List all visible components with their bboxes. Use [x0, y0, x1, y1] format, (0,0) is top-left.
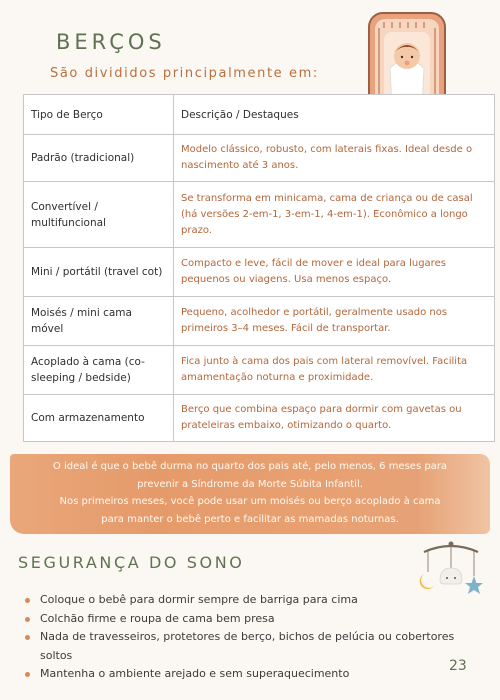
crib-type-cell: Padrão (tradicional)	[24, 135, 174, 182]
banner-line: Nos primeiros meses, você pode usar um moisés ou berço acoplado à cama	[59, 496, 441, 507]
bullet-icon	[25, 635, 30, 640]
list-item-text: Colchão firme e roupa de cama bem presa	[40, 611, 275, 625]
bullet-icon	[25, 672, 30, 677]
column-header-description: Descrição / Destaques	[174, 95, 495, 135]
list-item-text: Nada de travesseiros, protetores de berço, bichos de pelúcia ou cobertores soltos	[40, 630, 455, 662]
list-item	[20, 591, 460, 610]
page-number: 23	[449, 658, 467, 674]
crib-type-cell: Mini / portátil (travel cot)	[24, 248, 174, 297]
crib-type-cell: Com armazenamento	[24, 395, 174, 442]
banner-line: para manter o bebê perto e facilitar as mamadas noturnas.	[101, 513, 399, 525]
crib-description-cell: Fica junto à cama dos pais com lateral removível. Facilita amamentação noturna e proximidade.	[174, 346, 495, 395]
banner-line: O ideal é que o bebê durma no quarto dos pais até, pelo menos, 6 meses para	[52, 461, 448, 472]
list-item	[20, 610, 460, 629]
crib-description-cell: Se transforma em minicama, cama de criança ou de casal (há versões 2-em-1, 3-em-1, 4-em-1). Econômico a longo prazo.	[174, 182, 495, 248]
bullet-icon	[25, 617, 30, 622]
crib-type-cell: Moisés / mini cama móvel	[24, 297, 174, 346]
crib-description-cell: Compacto e leve, fácil de mover e ideal para lugares pequenos ou viagens. Usa menos espaço.	[174, 248, 495, 297]
crib-description-cell: Berço que combina espaço para dormir com gavetas ou prateleiras embaixo, otimizando o quarto.	[174, 395, 495, 442]
table-row	[24, 297, 495, 346]
list-item-text: Coloque o bebê para dormir sempre de barriga para cima	[40, 593, 358, 606]
list-item	[20, 628, 460, 665]
crib-type-cell: Convertível / multifuncional	[24, 182, 174, 248]
column-header-type: Tipo de Berço	[24, 95, 174, 135]
crib-type-cell: Acoplado à cama (co-sleeping / bedside)	[24, 346, 174, 395]
safety-list	[20, 591, 460, 684]
table-row	[24, 248, 495, 297]
section-title: SEGURANÇA DO SONO	[18, 553, 245, 572]
bullet-icon	[25, 598, 30, 603]
crib-description-cell: Pequeno, acolhedor e portátil, geralmente usado nos primeiros 3–4 meses. Fácil de transportar.	[174, 297, 495, 346]
list-item-text: Mantenha o ambiente arejado e sem superaquecimento	[40, 667, 350, 680]
list-item	[20, 665, 460, 684]
table-row	[24, 182, 495, 248]
crib-description-cell: Modelo clássico, robusto, com laterais fixas. Ideal desde o nascimento até 3 anos.	[174, 135, 495, 182]
info-banner	[10, 454, 490, 534]
page-subtitle: São divididos principalmente em:	[50, 66, 319, 81]
crib-types-table	[23, 94, 495, 442]
table-row	[24, 346, 495, 395]
table-header-row	[24, 95, 495, 135]
banner-line: prevenir a Síndrome da Morte Súbita Infantil.	[137, 478, 363, 490]
table-row	[24, 135, 495, 182]
table-row	[24, 395, 495, 442]
page-title: BERÇOS	[56, 30, 166, 54]
